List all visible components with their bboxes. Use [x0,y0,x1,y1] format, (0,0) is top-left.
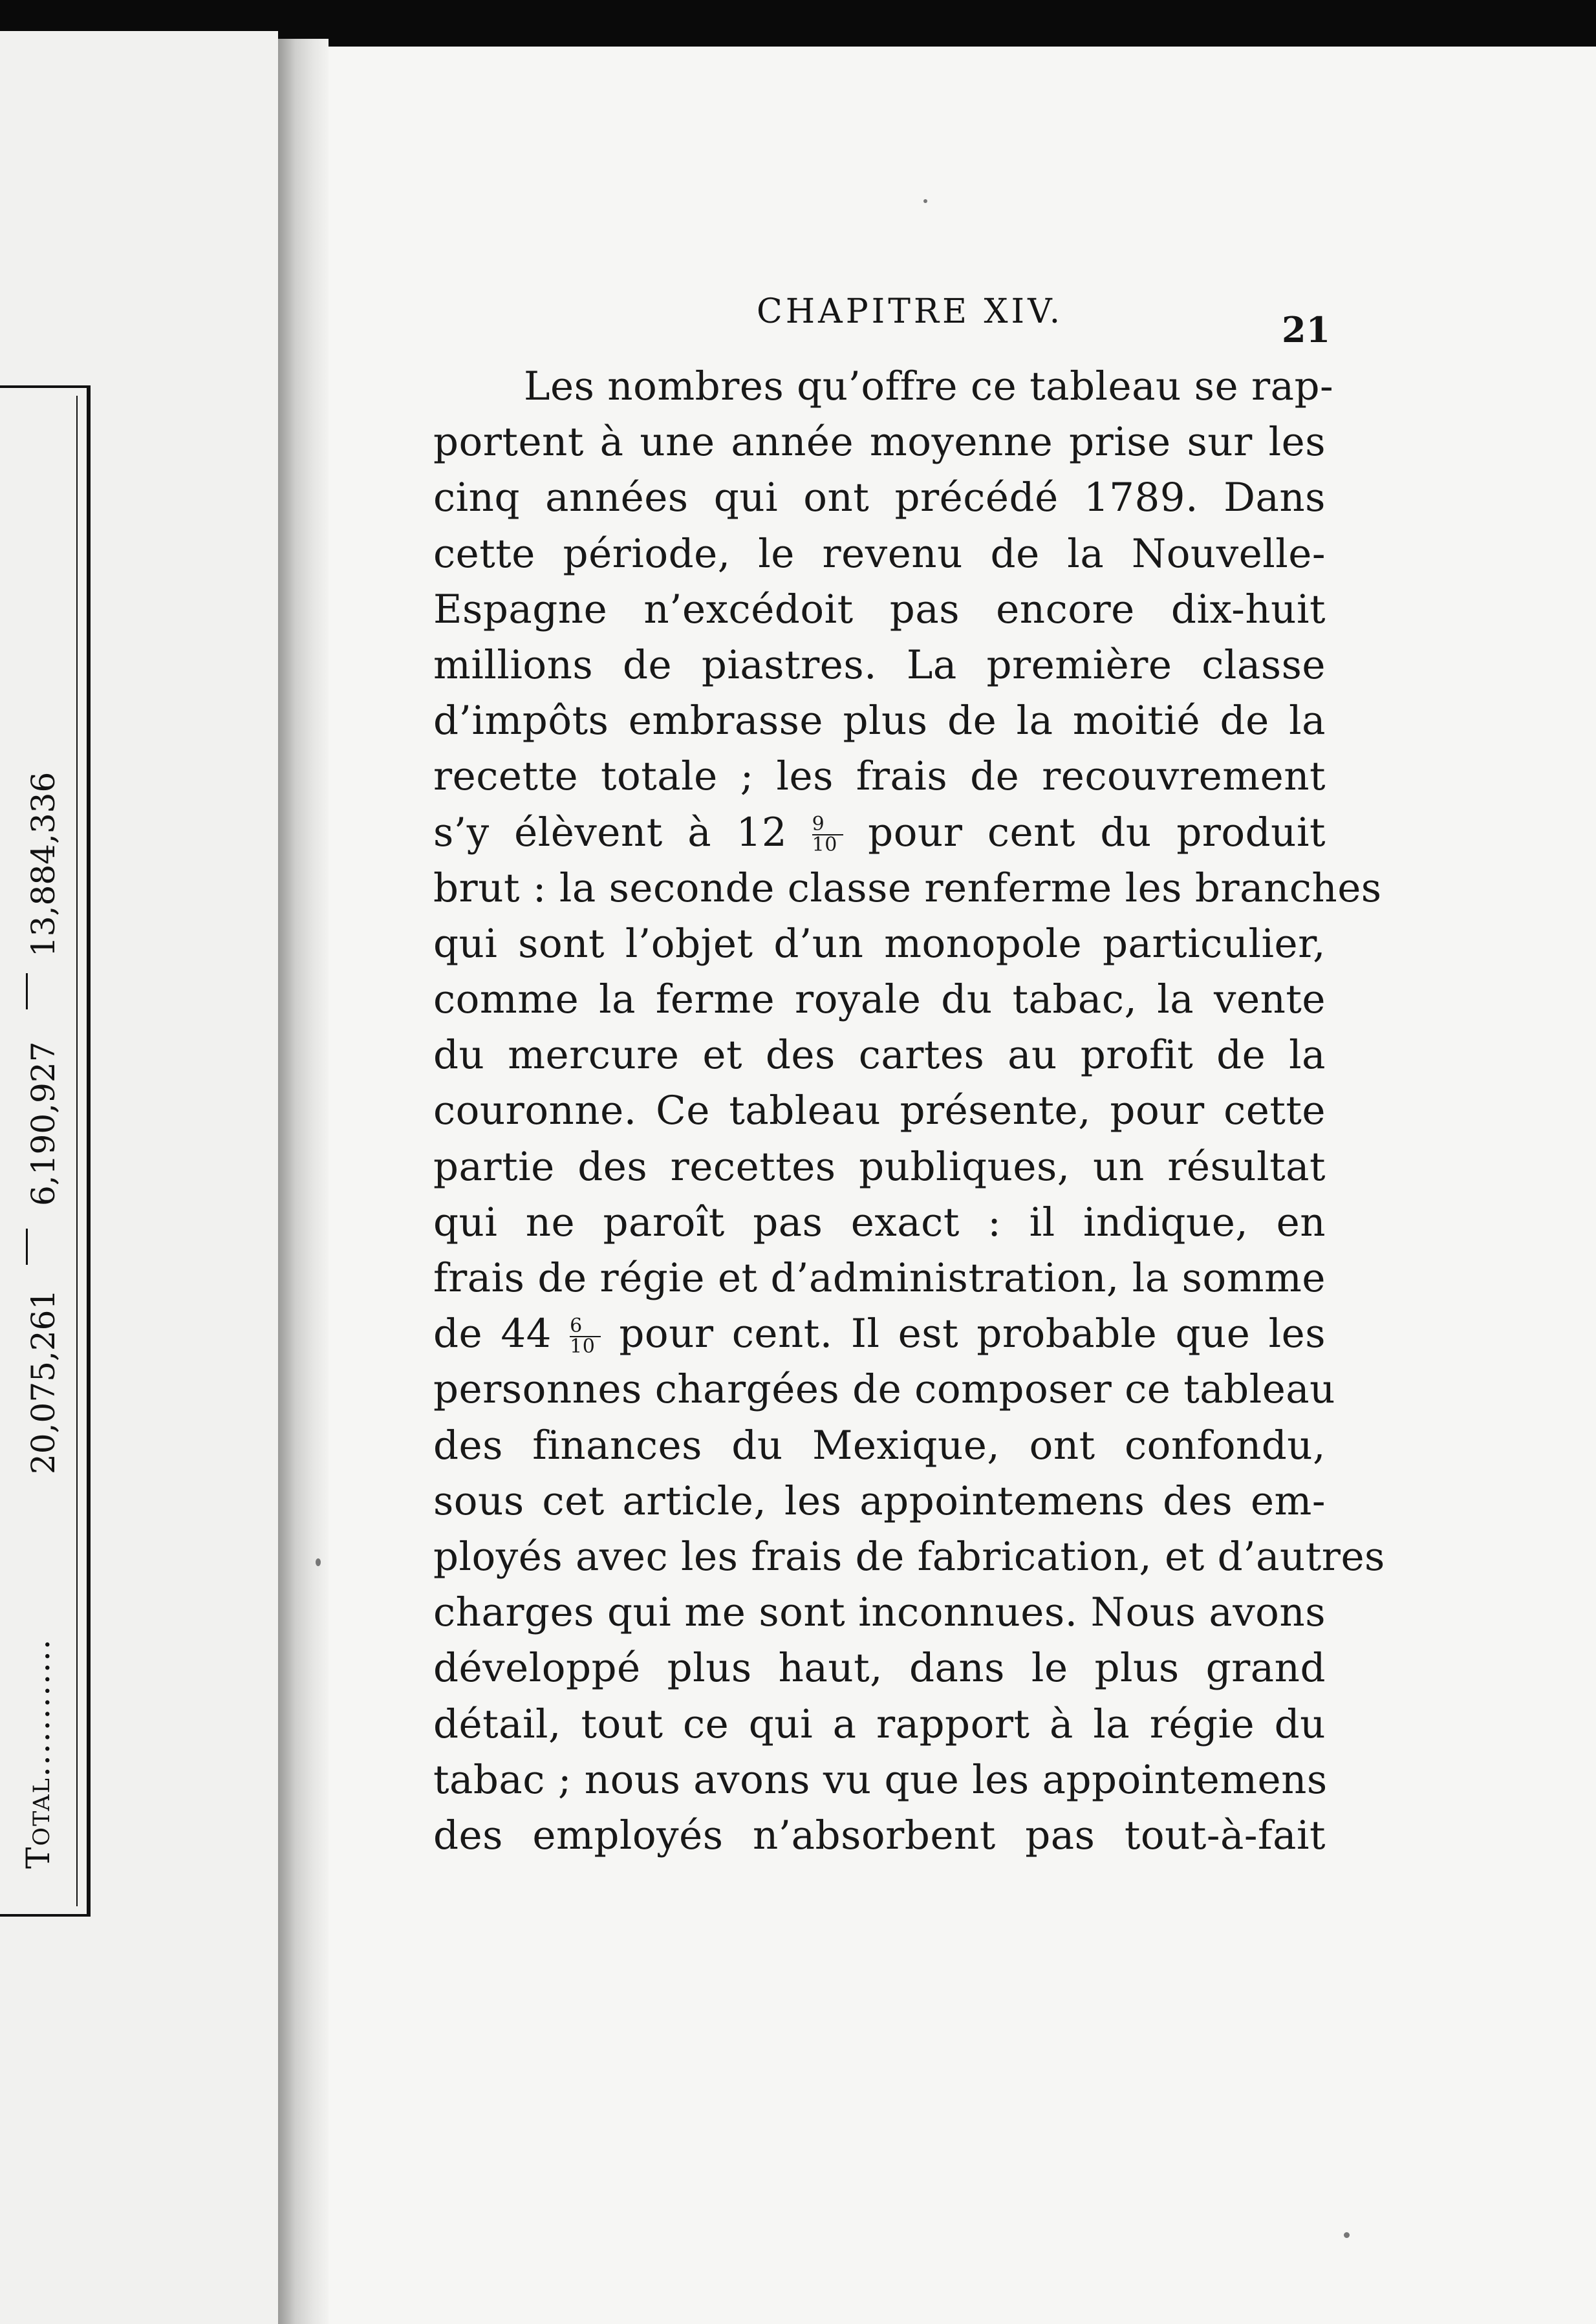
scan-speck [316,1558,321,1566]
page-number: 21 [1282,309,1331,350]
text-line: charges qui me sont inconnues. Nous avons [433,1589,1326,1636]
text-line: détail, tout ce qui a rapport à la régie du [433,1701,1326,1747]
table-total-label: Total............ [19,1638,57,1869]
text-line-with-fraction [433,805,1326,861]
text-line: d’impôts embrasse plus de la moitié de la [433,698,1326,744]
fraction-denominator: 10 [570,1335,596,1359]
rotated-table-fragment [0,385,91,1917]
text-line-with-fraction [433,1306,1326,1362]
text-line: des employés n’absorbent pas tout-à-fait [433,1812,1326,1858]
text-fragment: pour cent. Il est probable que les [619,1311,1326,1357]
text-line: qui ne paroît pas exact : il indique, en [433,1199,1326,1245]
text-line: frais de régie et d’administration, la somme [433,1255,1326,1301]
text-line: couronne. Ce tableau présente, pour cette [433,1088,1326,1134]
text-line: brut : la seconde classe renferme les branches [433,865,1382,911]
book-gutter [278,39,329,2324]
table-value-3: 13,884,336 [25,771,62,957]
table-value-1: 20,075,261 [25,1289,62,1474]
text-line: cinq années qui ont précédé 1789. Dans [433,475,1326,521]
text-line: Espagne n’excédoit pas encore dix-huit [433,586,1326,632]
text-line: comme la ferme royale du tabac, la vente [433,976,1326,1023]
left-page [0,31,278,2324]
text-line: partie des recettes publiques, un résultat [433,1143,1326,1190]
running-header: CHAPITRE XIV. [757,292,1064,331]
fraction [812,815,843,855]
text-line: Les nombres qu’offre ce tableau se rap- [524,363,1334,409]
fraction-numerator: 9 [812,815,843,835]
text-line: personnes chargées de composer ce tableau [433,1366,1335,1413]
text-line: ployés avec les frais de fabrication, et d’autres [433,1533,1385,1580]
text-line: millions de piastres. La première classe [433,641,1326,688]
text-line: qui sont l’objet d’un monopole particulier, [433,920,1326,967]
table-value-2: 6,190,927 [25,1041,62,1206]
table-separator [26,1229,28,1265]
text-fragment: de 44 [433,1311,552,1357]
text-line: cette période, le revenu de la Nouvelle- [433,530,1326,577]
table-separator [26,973,28,1009]
text-line: développé plus haut, dans le plus grand [433,1645,1326,1692]
fraction-denominator: 10 [812,834,837,857]
text-line: des finances du Mexique, ont confondu, [433,1422,1326,1469]
fraction [570,1317,601,1357]
text-line: recette totale ; les frais de recouvrement [433,753,1326,800]
text-line: tabac ; nous avons vu que les appointemens [433,1756,1328,1803]
text-line: sous cet article, les appointemens des em- [433,1478,1326,1524]
text-line: portent à une année moyenne prise sur les [433,419,1326,466]
scan-speck [923,199,927,203]
text-line: du mercure et des cartes au profit de la [433,1032,1326,1079]
text-fragment: pour cent du produit [868,809,1326,855]
scan-speck [1344,2232,1350,2238]
text-fragment: s’y élèvent à 12 [433,809,788,855]
body-text [433,359,1385,1864]
fraction-numerator: 6 [570,1317,601,1337]
